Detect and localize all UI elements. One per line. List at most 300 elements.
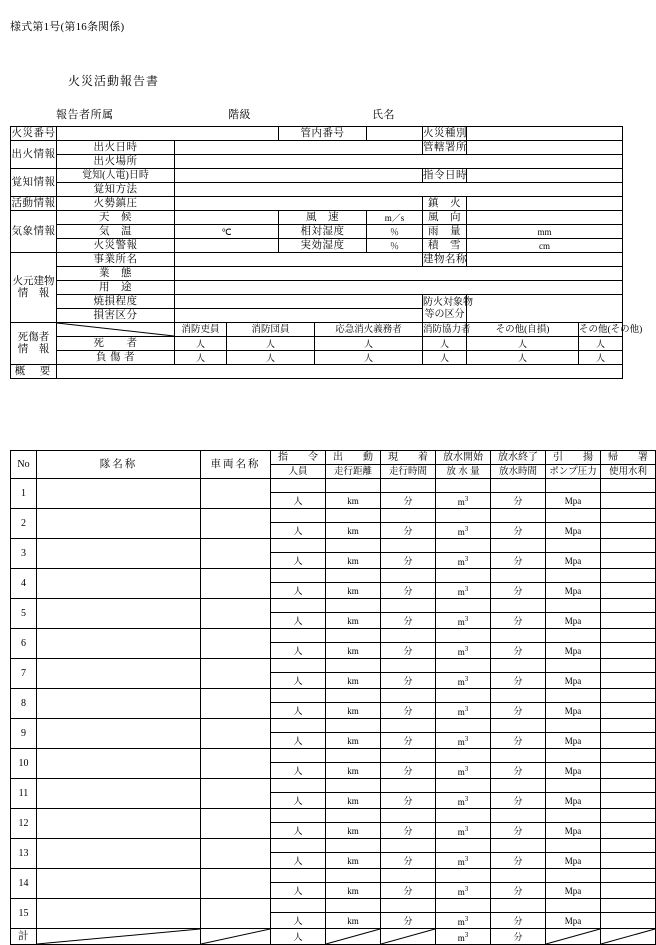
table-row <box>11 749 656 763</box>
withdraw-time-value[interactable] <box>546 899 601 913</box>
pump-pressure-unit[interactable]: Mpa <box>546 493 601 509</box>
weather-value[interactable] <box>175 211 279 225</box>
travel-time-unit[interactable]: 分 <box>381 553 436 569</box>
total-people[interactable]: 人 <box>271 929 326 945</box>
withdraw-time-value[interactable] <box>546 719 601 733</box>
business-name-value[interactable] <box>175 253 423 267</box>
withdraw-time-value[interactable] <box>546 569 601 583</box>
withdraw-time-value[interactable] <box>546 689 601 703</box>
travel-time-unit[interactable]: 分 <box>381 913 436 929</box>
water-end-time-value[interactable] <box>491 899 546 913</box>
water-start-time-value[interactable] <box>436 509 491 523</box>
return-time-value[interactable] <box>601 569 656 583</box>
pump-pressure-unit[interactable]: Mpa <box>546 823 601 839</box>
water-source-value[interactable] <box>601 553 656 569</box>
pump-pressure-unit[interactable]: Mpa <box>546 613 601 629</box>
order-time-value[interactable] <box>271 509 326 523</box>
water-time-unit[interactable]: 分 <box>491 493 546 509</box>
travel-time-unit[interactable]: 分 <box>381 613 436 629</box>
water-volume-unit[interactable] <box>436 583 491 599</box>
injured-count-1[interactable]: 人 <box>227 351 315 365</box>
personnel-unit[interactable]: 人 <box>271 823 326 839</box>
unit-name-value[interactable] <box>37 749 201 779</box>
distance-unit[interactable]: km <box>326 703 381 719</box>
dead-count-4[interactable]: 人 <box>467 337 579 351</box>
travel-time-unit[interactable]: 分 <box>381 523 436 539</box>
distance-unit[interactable]: km <box>326 583 381 599</box>
return-time-value[interactable] <box>601 749 656 763</box>
vehicle-name-value[interactable] <box>201 809 271 839</box>
return-time-value[interactable] <box>601 539 656 553</box>
personnel-unit[interactable]: 人 <box>271 733 326 749</box>
pump-pressure-unit[interactable]: Mpa <box>546 763 601 779</box>
return-time-value[interactable] <box>601 719 656 733</box>
water-volume-unit[interactable] <box>436 913 491 929</box>
business-type-value[interactable] <box>175 267 623 281</box>
water-source-value[interactable] <box>601 613 656 629</box>
order-time-value[interactable] <box>271 839 326 853</box>
water-source-value[interactable] <box>601 913 656 929</box>
vehicle-name-value[interactable] <box>201 839 271 869</box>
water-time-unit[interactable]: 分 <box>491 643 546 659</box>
water-start-time-value[interactable] <box>436 809 491 823</box>
withdraw-time-value[interactable] <box>546 779 601 793</box>
dispatch-time-value[interactable] <box>326 569 381 583</box>
return-time-value[interactable] <box>601 869 656 883</box>
row-number: 8 <box>11 689 37 719</box>
order-time-value[interactable] <box>271 659 326 673</box>
total-return-cell <box>601 929 656 945</box>
withdraw-time-value[interactable] <box>546 839 601 853</box>
water-volume-unit[interactable] <box>436 673 491 689</box>
travel-time-unit[interactable]: 分 <box>381 853 436 869</box>
arrival-time-value[interactable] <box>381 599 436 613</box>
unit-name-value[interactable] <box>37 839 201 869</box>
water-time-unit[interactable]: 分 <box>491 733 546 749</box>
withdraw-time-value[interactable] <box>546 659 601 673</box>
casualty-col-5: その他(その他) <box>579 324 643 335</box>
water-end-time-value[interactable] <box>491 839 546 853</box>
header-order-top: 指 令 <box>271 451 326 465</box>
unit-name-value[interactable] <box>37 809 201 839</box>
wind-direction-value[interactable] <box>467 211 623 225</box>
total-water-time[interactable]: 分 <box>491 929 546 945</box>
vehicle-name-value[interactable] <box>201 629 271 659</box>
detection-method-value[interactable] <box>175 183 623 197</box>
injured-count-0[interactable]: 人 <box>175 351 227 365</box>
jurisdiction-station-value[interactable] <box>467 141 623 155</box>
order-time-value[interactable] <box>271 629 326 643</box>
vehicle-name-value[interactable] <box>201 599 271 629</box>
distance-unit[interactable]: km <box>326 643 381 659</box>
personnel-unit[interactable]: 人 <box>271 883 326 899</box>
withdraw-time-value[interactable] <box>546 599 601 613</box>
water-volume-unit[interactable] <box>436 823 491 839</box>
water-end-time-value[interactable] <box>491 779 546 793</box>
fire-number-value[interactable] <box>57 127 279 141</box>
fire-prevention-object-value[interactable] <box>467 295 623 323</box>
unit-name-value[interactable] <box>37 659 201 689</box>
water-volume-unit[interactable] <box>436 763 491 779</box>
water-volume-unit[interactable] <box>436 643 491 659</box>
distance-unit[interactable]: km <box>326 493 381 509</box>
distance-unit[interactable]: km <box>326 913 381 929</box>
water-volume-unit[interactable] <box>436 523 491 539</box>
order-time-value[interactable] <box>271 869 326 883</box>
personnel-unit[interactable]: 人 <box>271 523 326 539</box>
water-start-time-value[interactable] <box>436 779 491 793</box>
return-time-value[interactable] <box>601 509 656 523</box>
unit-name-value[interactable] <box>37 479 201 509</box>
arrival-time-value[interactable] <box>381 899 436 913</box>
distance-unit[interactable]: km <box>326 733 381 749</box>
order-time-value[interactable] <box>271 479 326 493</box>
water-end-time-value[interactable] <box>491 749 546 763</box>
order-time-value[interactable] <box>271 749 326 763</box>
unit-name-value[interactable] <box>37 599 201 629</box>
personnel-unit[interactable]: 人 <box>271 793 326 809</box>
water-end-time-value[interactable] <box>491 659 546 673</box>
water-time-unit[interactable]: 分 <box>491 853 546 869</box>
withdraw-time-value[interactable] <box>546 479 601 493</box>
order-time-value[interactable] <box>271 719 326 733</box>
distance-unit[interactable]: km <box>326 793 381 809</box>
order-time-value[interactable] <box>271 569 326 583</box>
travel-time-unit[interactable]: 分 <box>381 763 436 779</box>
distance-unit[interactable]: km <box>326 523 381 539</box>
arrival-time-value[interactable] <box>381 839 436 853</box>
dispatch-time-value[interactable] <box>326 899 381 913</box>
water-source-value[interactable] <box>601 883 656 899</box>
vehicle-name-value[interactable] <box>201 779 271 809</box>
personnel-unit[interactable]: 人 <box>271 583 326 599</box>
burn-degree-value[interactable] <box>175 295 423 309</box>
withdraw-time-value[interactable] <box>546 809 601 823</box>
unit-name-value[interactable] <box>37 899 201 929</box>
water-start-time-value[interactable] <box>436 569 491 583</box>
dispatch-time-value[interactable] <box>326 689 381 703</box>
water-time-unit[interactable]: 分 <box>491 763 546 779</box>
travel-time-unit[interactable]: 分 <box>381 733 436 749</box>
water-end-time-value[interactable] <box>491 719 546 733</box>
detection-datetime-value[interactable] <box>175 169 423 183</box>
water-start-time-value[interactable] <box>436 839 491 853</box>
fire-type-value[interactable] <box>467 127 623 141</box>
fire-alert-value[interactable] <box>175 239 279 253</box>
water-volume-unit[interactable] <box>436 493 491 509</box>
personnel-unit[interactable]: 人 <box>271 613 326 629</box>
withdraw-time-value[interactable] <box>546 869 601 883</box>
pump-pressure-unit[interactable]: Mpa <box>546 733 601 749</box>
water-end-time-value[interactable] <box>491 509 546 523</box>
pump-pressure-unit[interactable]: Mpa <box>546 703 601 719</box>
arrival-time-value[interactable] <box>381 689 436 703</box>
return-time-value[interactable] <box>601 779 656 793</box>
row-number: 5 <box>11 599 37 629</box>
distance-unit[interactable]: km <box>326 883 381 899</box>
water-time-unit[interactable]: 分 <box>491 583 546 599</box>
dead-count-0[interactable]: 人 <box>175 337 227 351</box>
water-volume-unit-sup: 3 <box>464 795 469 803</box>
water-time-unit[interactable]: 分 <box>491 523 546 539</box>
distance-unit[interactable]: km <box>326 853 381 869</box>
water-start-time-value[interactable] <box>436 719 491 733</box>
injured-count-3[interactable]: 人 <box>423 351 467 365</box>
arrival-time-value[interactable] <box>381 569 436 583</box>
water-time-unit[interactable]: 分 <box>491 553 546 569</box>
dispatch-time-value[interactable] <box>326 809 381 823</box>
table-row <box>11 599 656 613</box>
pump-pressure-unit[interactable]: Mpa <box>546 913 601 929</box>
vehicle-name-value[interactable] <box>201 659 271 689</box>
withdraw-time-value[interactable] <box>546 539 601 553</box>
personnel-unit[interactable]: 人 <box>271 673 326 689</box>
water-start-time-value[interactable] <box>436 479 491 493</box>
distance-unit[interactable]: km <box>326 553 381 569</box>
personnel-unit[interactable]: 人 <box>271 643 326 659</box>
water-source-value[interactable] <box>601 823 656 839</box>
travel-time-unit[interactable]: 分 <box>381 643 436 659</box>
unit-name-value[interactable] <box>37 689 201 719</box>
dead-count-1[interactable]: 人 <box>227 337 315 351</box>
unit-name-value[interactable] <box>37 539 201 569</box>
water-volume-unit[interactable] <box>436 553 491 569</box>
water-source-value[interactable] <box>601 643 656 659</box>
distance-unit[interactable]: km <box>326 763 381 779</box>
personnel-unit[interactable]: 人 <box>271 853 326 869</box>
dispatch-time-value[interactable] <box>326 629 381 643</box>
water-end-time-value[interactable] <box>491 629 546 643</box>
diagonal-line-icon <box>326 929 380 944</box>
pump-pressure-unit[interactable]: Mpa <box>546 523 601 539</box>
pump-pressure-unit[interactable]: Mpa <box>546 793 601 809</box>
summary-value[interactable] <box>57 365 623 379</box>
arrival-time-value[interactable] <box>381 659 436 673</box>
building-name-value[interactable] <box>467 253 623 267</box>
water-source-value[interactable] <box>601 793 656 809</box>
personnel-unit[interactable]: 人 <box>271 703 326 719</box>
water-time-unit[interactable]: 分 <box>491 673 546 689</box>
order-time-value[interactable] <box>271 599 326 613</box>
water-start-time-value[interactable] <box>436 899 491 913</box>
personnel-unit[interactable]: 人 <box>271 913 326 929</box>
water-source-value[interactable] <box>601 853 656 869</box>
dispatch-time-value[interactable] <box>326 719 381 733</box>
water-start-time-value[interactable] <box>436 869 491 883</box>
dispatch-time-value[interactable] <box>326 659 381 673</box>
water-source-value[interactable] <box>601 673 656 689</box>
vehicle-name-value[interactable] <box>201 509 271 539</box>
order-datetime-value[interactable] <box>467 169 623 183</box>
vehicle-name-value[interactable] <box>201 539 271 569</box>
arrival-time-value[interactable] <box>381 779 436 793</box>
personnel-unit[interactable]: 人 <box>271 553 326 569</box>
dispatch-time-value[interactable] <box>326 479 381 493</box>
water-time-unit[interactable]: 分 <box>491 613 546 629</box>
dead-count-5[interactable]: 人 <box>579 337 623 351</box>
return-time-value[interactable] <box>601 899 656 913</box>
burn-degree-label: 焼損程度 <box>57 295 175 309</box>
order-time-value[interactable] <box>271 809 326 823</box>
row-number: 10 <box>11 749 37 779</box>
injured-count-4[interactable]: 人 <box>467 351 579 365</box>
dead-count-3[interactable]: 人 <box>423 337 467 351</box>
return-time-value[interactable] <box>601 629 656 643</box>
travel-time-unit[interactable]: 分 <box>381 493 436 509</box>
pump-pressure-unit[interactable]: Mpa <box>546 853 601 869</box>
ignition-datetime-value[interactable] <box>175 141 423 155</box>
fire-number-label: 火災番号 <box>11 127 56 139</box>
dead-count-2[interactable]: 人 <box>315 337 423 351</box>
personnel-unit[interactable]: 人 <box>271 493 326 509</box>
pump-pressure-unit[interactable]: Mpa <box>546 883 601 899</box>
ignition-place-value[interactable] <box>175 155 623 169</box>
order-time-value[interactable] <box>271 689 326 703</box>
water-volume-unit[interactable] <box>436 793 491 809</box>
dispatch-time-value[interactable] <box>326 539 381 553</box>
water-volume-unit-sup: 3 <box>464 675 469 683</box>
pump-pressure-unit[interactable]: Mpa <box>546 553 601 569</box>
water-volume-unit[interactable] <box>436 613 491 629</box>
dispatch-time-value[interactable] <box>326 509 381 523</box>
withdraw-time-value[interactable] <box>546 629 601 643</box>
water-start-time-value[interactable] <box>436 689 491 703</box>
distance-unit[interactable]: km <box>326 673 381 689</box>
travel-time-unit[interactable]: 分 <box>381 703 436 719</box>
row-burn-degree <box>11 295 623 309</box>
water-time-unit[interactable]: 分 <box>491 823 546 839</box>
arrival-time-value[interactable] <box>381 869 436 883</box>
dispatch-time-value[interactable] <box>326 599 381 613</box>
order-time-value[interactable] <box>271 779 326 793</box>
dispatch-time-value[interactable] <box>326 779 381 793</box>
unit-name-value[interactable] <box>37 569 201 599</box>
unit-name-value[interactable] <box>37 779 201 809</box>
travel-time-unit[interactable]: 分 <box>381 883 436 899</box>
water-volume-unit[interactable] <box>436 703 491 719</box>
travel-time-unit[interactable]: 分 <box>381 793 436 809</box>
water-volume-unit[interactable] <box>436 853 491 869</box>
pump-pressure-unit[interactable]: Mpa <box>546 643 601 659</box>
order-time-value[interactable] <box>271 899 326 913</box>
water-source-value[interactable] <box>601 763 656 779</box>
vehicle-name-value[interactable] <box>201 719 271 749</box>
water-volume-unit-unit: m <box>457 497 465 507</box>
dispatch-time-value[interactable] <box>326 839 381 853</box>
total-water-volume[interactable] <box>436 929 491 945</box>
water-time-unit[interactable]: 分 <box>491 793 546 809</box>
water-end-time-value[interactable] <box>491 569 546 583</box>
water-time-unit[interactable]: 分 <box>491 913 546 929</box>
vehicle-name-value[interactable] <box>201 869 271 899</box>
return-time-value[interactable] <box>601 689 656 703</box>
arrival-time-value[interactable] <box>381 749 436 763</box>
return-time-value[interactable] <box>601 659 656 673</box>
water-end-time-value[interactable] <box>491 869 546 883</box>
unit-name-value[interactable] <box>37 509 201 539</box>
water-end-time-value[interactable] <box>491 599 546 613</box>
unit-name-value[interactable] <box>37 719 201 749</box>
snow-label: 積 雪 <box>423 239 467 253</box>
vehicle-name-value[interactable] <box>201 749 271 779</box>
district-number-value[interactable] <box>367 127 423 141</box>
water-end-time-value[interactable] <box>491 479 546 493</box>
water-source-value[interactable] <box>601 733 656 749</box>
arrival-time-value[interactable] <box>381 509 436 523</box>
injured-count-2[interactable]: 人 <box>315 351 423 365</box>
water-volume-unit-unit: m <box>457 587 465 597</box>
return-time-value[interactable] <box>601 599 656 613</box>
water-start-time-value[interactable] <box>436 659 491 673</box>
pump-pressure-unit[interactable]: Mpa <box>546 583 601 599</box>
water-time-unit[interactable]: 分 <box>491 703 546 719</box>
header-unit-name: 隊名称 <box>37 451 201 479</box>
arrival-time-value[interactable] <box>381 719 436 733</box>
table-row <box>11 509 656 523</box>
return-time-value[interactable] <box>601 479 656 493</box>
arrival-time-value[interactable] <box>381 539 436 553</box>
travel-time-unit[interactable]: 分 <box>381 673 436 689</box>
water-source-value[interactable] <box>601 583 656 599</box>
water-end-time-value[interactable] <box>491 809 546 823</box>
withdraw-time-value[interactable] <box>546 509 601 523</box>
water-source-value[interactable] <box>601 523 656 539</box>
header-water-start-sub: 放 水 量 <box>436 465 491 479</box>
water-volume-unit[interactable] <box>436 733 491 749</box>
pump-pressure-unit[interactable]: Mpa <box>546 673 601 689</box>
distance-unit[interactable]: km <box>326 823 381 839</box>
vehicle-name-value[interactable] <box>201 479 271 509</box>
extinguished-value[interactable] <box>467 197 623 211</box>
water-end-time-value[interactable] <box>491 539 546 553</box>
travel-time-unit[interactable]: 分 <box>381 823 436 839</box>
damage-category-value[interactable] <box>175 309 423 323</box>
vehicle-name-value[interactable] <box>201 689 271 719</box>
water-volume-unit-unit: m <box>457 617 465 627</box>
water-source-value[interactable] <box>601 493 656 509</box>
dispatch-time-value[interactable] <box>326 869 381 883</box>
withdraw-time-value[interactable] <box>546 749 601 763</box>
unit-name-value[interactable] <box>37 629 201 659</box>
return-time-value[interactable] <box>601 809 656 823</box>
water-end-time-value[interactable] <box>491 689 546 703</box>
suppression-value[interactable] <box>175 197 423 211</box>
vehicle-name-value[interactable] <box>201 899 271 929</box>
personnel-unit[interactable]: 人 <box>271 763 326 779</box>
water-start-time-value[interactable] <box>436 629 491 643</box>
water-source-value[interactable] <box>601 703 656 719</box>
arrival-time-value[interactable] <box>381 809 436 823</box>
water-volume-unit[interactable] <box>436 883 491 899</box>
vehicle-name-value[interactable] <box>201 569 271 599</box>
arrival-time-value[interactable] <box>381 629 436 643</box>
travel-time-unit[interactable]: 分 <box>381 583 436 599</box>
return-time-value[interactable] <box>601 839 656 853</box>
water-start-time-value[interactable] <box>436 539 491 553</box>
unit-name-value[interactable] <box>37 869 201 899</box>
distance-unit[interactable]: km <box>326 613 381 629</box>
casualty-label-line2: 情 報 <box>17 343 50 355</box>
dispatch-time-value[interactable] <box>326 749 381 763</box>
water-start-time-value[interactable] <box>436 599 491 613</box>
arrival-time-value[interactable] <box>381 479 436 493</box>
casualty-corner-cell <box>57 323 175 337</box>
order-time-value[interactable] <box>271 539 326 553</box>
injured-count-5[interactable]: 人 <box>579 351 623 365</box>
usage-value[interactable] <box>175 281 623 295</box>
water-start-time-value[interactable] <box>436 749 491 763</box>
water-time-unit[interactable]: 分 <box>491 883 546 899</box>
